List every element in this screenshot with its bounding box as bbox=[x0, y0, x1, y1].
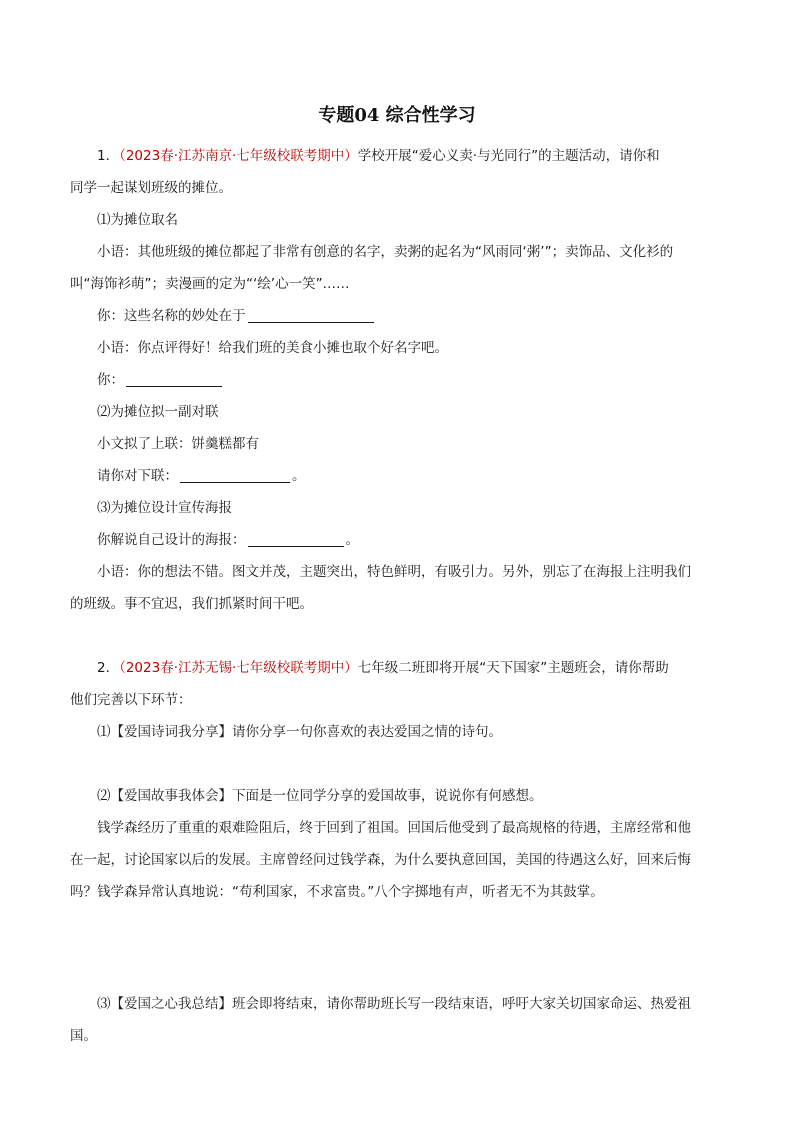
q2-number: 2． bbox=[97, 660, 120, 676]
q1-jieshuo-answer-blank[interactable] bbox=[248, 530, 344, 547]
q1-sub2-heading: ⑵为摊位拟一副对联 bbox=[97, 404, 219, 420]
q2-story-line3: 吗？钱学森异常认真地说：“苟利国家，不求富贵。”八个字掷地有声，听者无不为其鼓掌。 bbox=[70, 884, 604, 900]
q1-xiaoyu1-line2: 叫“海饰衫萌”；卖漫画的定为“‘绘’心一笑”…… bbox=[70, 276, 350, 292]
q1-ni1-answer-blank[interactable] bbox=[248, 306, 374, 323]
q1-ni2-line bbox=[70, 364, 726, 396]
q1-source: （2023春·江苏南京·七年级校联考期中） bbox=[119, 148, 358, 164]
q1-intro-text: 学校开展“爱心义卖·与光同行”的主题活动，请你和 bbox=[357, 148, 660, 164]
q1-sub1-heading: ⑴为摊位取名 bbox=[97, 212, 178, 228]
q1-intro-line2: 同学一起谋划班级的摊位。 bbox=[70, 180, 232, 196]
q2-sub2: ⑵【爱国故事我体会】下面是一位同学分享的爱国故事，说说你有何感想。 bbox=[97, 788, 543, 804]
q1-ni2-text: 你： bbox=[97, 372, 124, 388]
q1-xiaowen-line: 小文拟了上联：饼羹糕都有 bbox=[97, 436, 259, 452]
q1-number: 1． bbox=[97, 148, 120, 164]
q2-source: （2023春·江苏无锡·七年级校联考期中） bbox=[119, 660, 358, 676]
q1-duixia-period: 。 bbox=[292, 468, 306, 484]
page-title: 专题04 综合性学习 bbox=[318, 105, 476, 126]
q1-ni1-text: 你：这些名称的妙处在于 bbox=[97, 308, 246, 324]
q1-jieshuo-line bbox=[70, 524, 726, 556]
q1-xiaoyu2-line: 小语：你点评得好！给我们班的美食小摊也取个好名字吧。 bbox=[97, 340, 448, 356]
q2-sub2-answer-space[interactable] bbox=[70, 908, 726, 956]
q2-sub1: ⑴【爱国诗词我分享】请你分享一句你喜欢的表达爱国之情的诗句。 bbox=[97, 724, 502, 740]
q1-jieshuo-period: 。 bbox=[345, 532, 359, 548]
q1-ni2-answer-blank[interactable] bbox=[126, 370, 222, 387]
q1-xiaoyu1-line1: 小语：其他班级的摊位都起了非常有创意的名字，卖粥的起名为“风雨同‘粥’”；卖饰品、文化衫的 bbox=[97, 244, 674, 260]
document-body bbox=[70, 140, 726, 1052]
q1-xiaoyu3-line1: 小语：你的想法不错。图文并茂，主题突出，特色鲜明，有吸引力。另外，别忘了在海报上注明我们 bbox=[97, 564, 691, 580]
q1-sub3-heading: ⑶为摊位设计宣传海报 bbox=[97, 500, 232, 516]
q2-story-line1: 钱学森经历了重重的艰难险阻后，终于回到了祖国。回国后他受到了最高规格的待遇，主席经常和他 bbox=[97, 820, 691, 836]
q1-intro-line1 bbox=[70, 140, 726, 172]
q2-intro-text: 七年级二班即将开展“天下国家”主题班会，请你帮助 bbox=[357, 660, 669, 676]
q1-xiaoyu3-line2: 的班级。事不宜迟，我们抓紧时间干吧。 bbox=[70, 596, 313, 612]
spacer bbox=[70, 620, 726, 652]
q2-sub3-line1: ⑶【爱国之心我总结】班会即将结束，请你帮助班长写一段结束语，呼吁大家关切国家命运、热爱祖 bbox=[97, 996, 691, 1012]
q2-story-line2: 在一起，讨论国家以后的发展。主席曾经问过钱学森，为什么要执意回国，美国的待遇这么好，回来后悔 bbox=[70, 852, 691, 868]
q1-ni1-line bbox=[70, 300, 726, 332]
q1-duixia-line bbox=[70, 460, 726, 492]
q1-duixia-answer-blank[interactable] bbox=[180, 466, 290, 483]
q1-jieshuo-text: 你解说自己设计的海报： bbox=[97, 532, 246, 548]
q1-duixia-text: 请你对下联： bbox=[97, 468, 178, 484]
spacer bbox=[70, 956, 726, 988]
q2-sub1-answer-space[interactable] bbox=[70, 748, 726, 780]
q2-intro-line1 bbox=[70, 652, 726, 684]
q2-sub3-line2: 国。 bbox=[70, 1028, 97, 1044]
q2-intro-line2: 他们完善以下环节： bbox=[70, 692, 192, 708]
